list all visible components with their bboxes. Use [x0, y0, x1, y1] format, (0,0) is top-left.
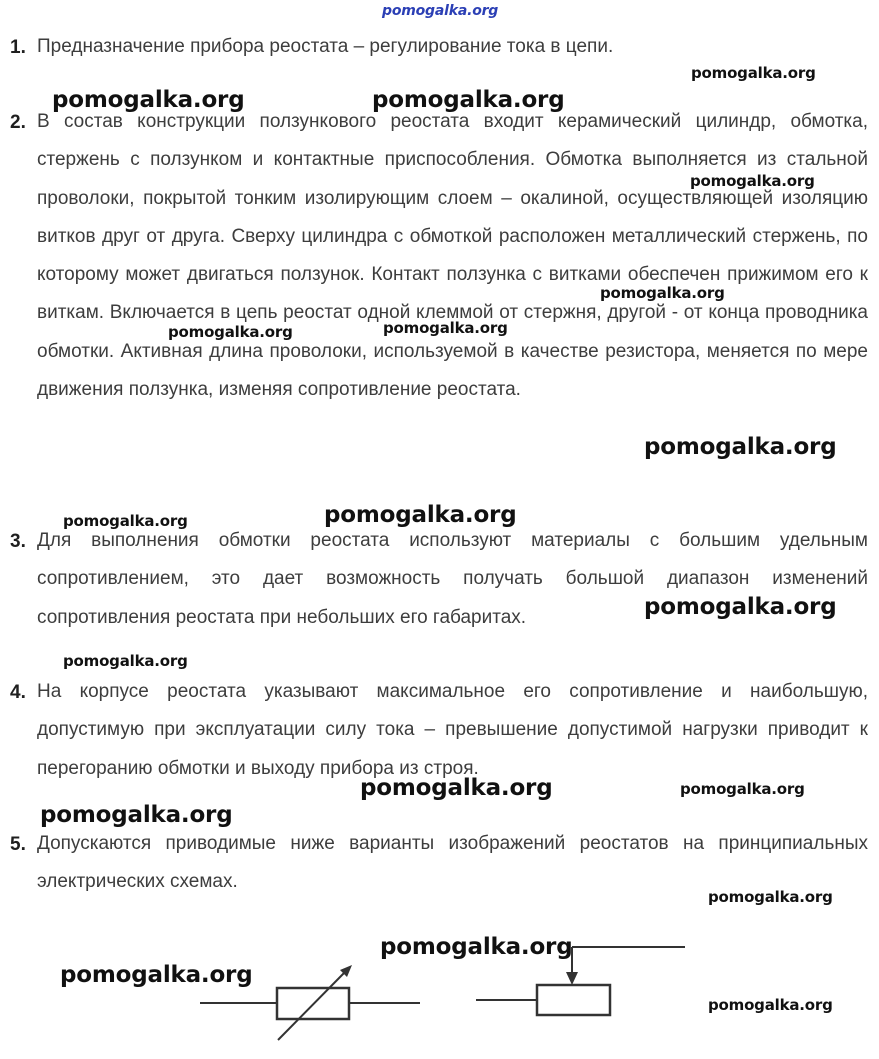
watermark: pomogalka.org [690, 172, 815, 190]
item-number: 3. [10, 531, 26, 552]
watermark: pomogalka.org [600, 284, 725, 302]
watermark: pomogalka.org [60, 962, 253, 988]
watermark: pomogalka.org [40, 802, 233, 828]
watermark: pomogalka.org [360, 775, 553, 801]
item-text: В состав конструкции ползункового реостата входит керамический цилиндр, обмотка, стержень с ползунком и контактные приспособления. Обмотка выполняется из стальной проволоки, покрытой тонким изолирующим слоем – окалиной, осуществляющей изоляцию витков друг от друга. Сверху цилиндра с обмоткой расположен металлический стержень, по которому может двигаться ползунок. Контакт ползунка с витками обеспечен прижимом его к виткам. Включается в цепь реостат одной клеммой от стержня, другой - от конца проводника обмотки. Активная длина проволоки, используемой в качестве резистора, меняется по мере движения ползунка, изменяя сопротивление реостата. [37, 111, 868, 401]
watermark: pomogalka.org [63, 512, 188, 530]
item-text: Допускаются приводимые ниже варианты изображений реостатов на принципиальных электрических схемах. [37, 833, 868, 893]
site-header-label[interactable]: pomogalka.org [382, 3, 499, 19]
watermark: pomogalka.org [383, 319, 508, 337]
watermark: pomogalka.org [644, 594, 837, 620]
item-text: Для выполнения обмотки реостата используют материалы с большим удельным сопротивлением, это дает возможность получать большой диапазон изменений сопротивления реостата при небольших его габаритах. [37, 530, 868, 628]
watermark: pomogalka.org [372, 87, 565, 113]
watermark: pomogalka.org [644, 434, 837, 460]
watermark: pomogalka.org [680, 780, 805, 798]
item-text: Предназначение прибора реостата – регулирование тока в цепи. [37, 36, 614, 57]
rheostat-slider-icon [476, 947, 685, 1015]
watermark: pomogalka.org [324, 502, 517, 528]
item-number: 4. [10, 682, 26, 703]
item-text: На корпусе реостата указывают максимальное его сопротивление и наибольшую, допустимую при эксплуатации силу тока – превышение допустимой нагрузки приводит к перегоранию обмотки и выходу прибора из строя. [37, 681, 868, 779]
watermark: pomogalka.org [691, 64, 816, 82]
item-number: 5. [10, 834, 26, 855]
item-number: 2. [10, 112, 26, 133]
watermark: pomogalka.org [63, 652, 188, 670]
watermark: pomogalka.org [380, 934, 573, 960]
watermark: pomogalka.org [168, 323, 293, 341]
item-number: 1. [10, 37, 26, 58]
watermark: pomogalka.org [52, 87, 245, 113]
variable-resistor-arrow-icon [200, 965, 420, 1040]
watermark: pomogalka.org [708, 888, 833, 906]
watermark: pomogalka.org [708, 996, 833, 1014]
